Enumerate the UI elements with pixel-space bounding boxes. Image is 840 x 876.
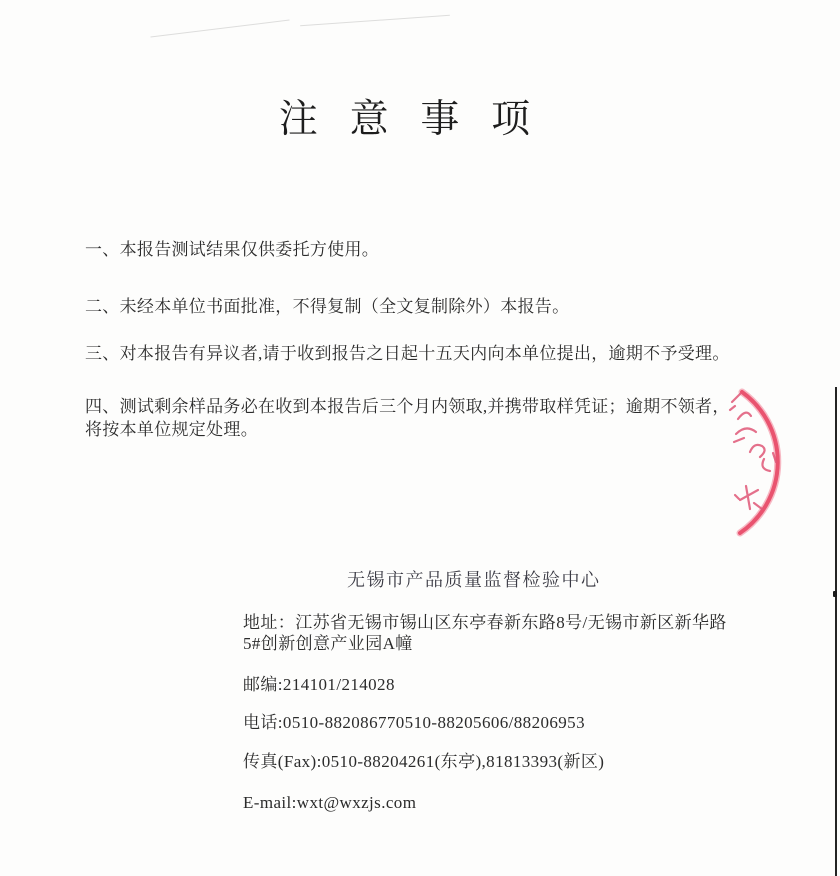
postcode-line: 邮编:214101/214028 <box>243 675 395 694</box>
notice-item-1: 一、本报告测试结果仅供委托方使用。 <box>85 240 380 259</box>
scan-edge-artifact <box>833 591 837 597</box>
notice-item-3: 三、对本报告有异议者,请于收到报告之日起十五天内向本单位提出，逾期不予受理。 <box>85 344 730 363</box>
address-line-1: 地址：江苏省无锡市锡山区东亭春新东路8号/无锡市新区新华路 <box>243 613 727 632</box>
email-line: E-mail:wxt@wxzjs.com <box>243 793 417 812</box>
address-line-2: 5#创新创意产业园A幢 <box>243 634 413 653</box>
scan-edge-line <box>835 387 837 876</box>
page-title: 注 意 事 项 <box>278 98 542 141</box>
address-block <box>243 612 803 654</box>
notice-item-4-continued: 将按本单位规定处理。 <box>85 420 258 439</box>
red-seal-stamp <box>688 358 838 568</box>
scan-scratch-artifact <box>150 19 289 37</box>
scan-scratch-artifact <box>300 15 450 26</box>
org-name: 无锡市产品质量监督检验中心 <box>347 570 601 590</box>
notice-item-2: 二、未经本单位书面批准，不得复制（全文复制除外）本报告。 <box>85 297 570 316</box>
phone-line: 电话:0510-882086770510-88205606/88206953 <box>243 713 585 732</box>
fax-line: 传真(Fax):0510-88204261(东亭),81813393(新区) <box>243 752 605 771</box>
notice-item-4: 四、测试剩余样品务必在收到本报告后三个月内领取,并携带取样凭证；逾期不领者， <box>85 397 730 416</box>
